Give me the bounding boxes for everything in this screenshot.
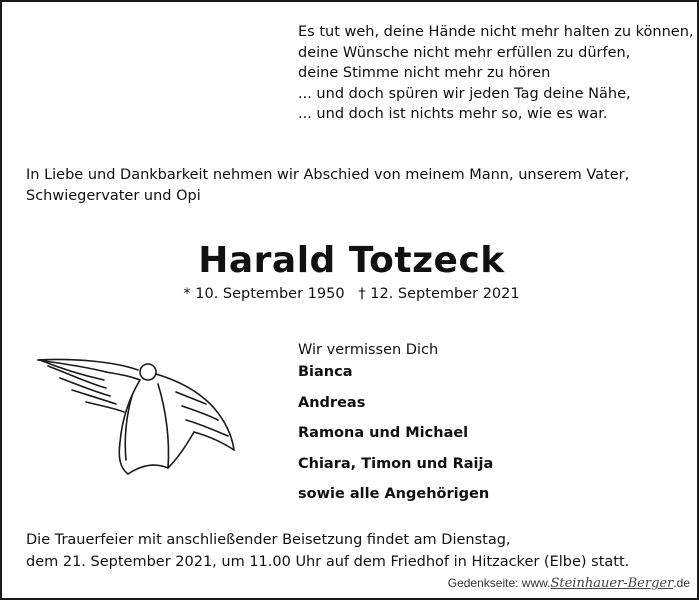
service-line: Die Trauerfeier mit anschließender Beisetzung findet am Dienstag,	[26, 532, 511, 548]
brand-logo: Steinhauer-Berger	[550, 576, 674, 591]
intro-line: In Liebe und Dankbarkeit nehmen wir Abschied von meinem Mann, unserem Vater,	[26, 167, 630, 183]
mourners-intro: Wir vermissen Dich	[298, 342, 439, 358]
poem-line: deine Stimme nicht mehr zu hören	[298, 65, 551, 81]
memorial-page-link[interactable]	[448, 576, 690, 591]
poem-line: ... und doch ist nichts mehr so, wie es war.	[298, 106, 608, 122]
poem-line: deine Wünsche nicht mehr erfüllen zu dürfen,	[298, 44, 631, 61]
death-date: † 12. September 2021	[358, 286, 520, 302]
farewell-intro	[26, 165, 666, 207]
mourner-name: Ramona und Michael	[298, 425, 469, 441]
poem-line: ... und doch spüren wir jeden Tag deine Nähe,	[298, 85, 631, 102]
mourner-name: Chiara, Timon und Raija	[298, 455, 494, 472]
intro-line: Schwiegervater und Opi	[26, 188, 201, 204]
mourner-name: sowie alle Angehörigen	[298, 486, 490, 502]
birth-date: * 10. September 1950	[183, 286, 345, 302]
mourners-list	[298, 339, 493, 514]
mourner-name: Bianca	[298, 364, 353, 380]
life-dates	[2, 286, 699, 302]
footer-label: Gedenkseite: www.	[447, 576, 551, 590]
angel-icon	[36, 350, 266, 484]
mourner-name: Andreas	[298, 394, 366, 411]
footer-suffix: .de	[673, 576, 690, 590]
deceased-name: Harald Totzeck	[198, 240, 505, 281]
poem-line: Es tut weh, deine Hände nicht mehr halten zu können,	[298, 24, 694, 40]
service-line: dem 21. September 2021, um 11.00 Uhr auf dem Friedhof in Hitzacker (Elbe) statt.	[26, 554, 630, 570]
funeral-service-info	[26, 529, 629, 573]
poem	[298, 22, 694, 125]
